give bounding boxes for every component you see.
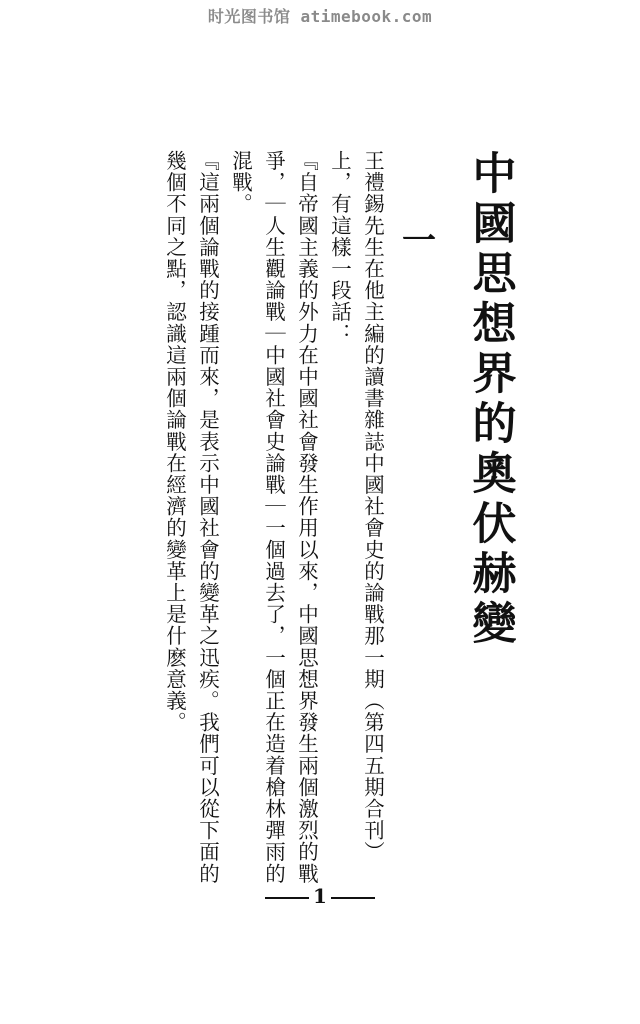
paragraph-quote-1: 『自帝國主義的外力在中國社會發生作用以來，中國思想界發生兩個激烈的戰爭，｜人生觀論戰｜中國社會史論戰｜一個過去了，一個正在造着槍林彈雨的混戰。	[228, 150, 319, 885]
page-number-left-rule	[265, 897, 309, 899]
watermark: 时光图书馆 atimebook.com	[207, 7, 433, 26]
page-number	[0, 884, 640, 908]
page-number-right-rule	[331, 897, 375, 899]
page-number-value: 1	[313, 884, 327, 908]
chapter-title: 中國思想界的奧伏赫變	[464, 150, 516, 650]
paragraph-quote-2: 『這兩個論戰的接踵而來，是表示中國社會的變革之迅疾。我們可以從下面的幾個不同之點，認識這兩個論戰在經濟的變革上是什麽意義。	[162, 150, 220, 885]
section-number: 一	[395, 222, 436, 256]
vertical-text-page	[70, 150, 550, 890]
paragraph-intro: 王禮錫先生在他主編的讀書雜誌中國社會史的論戰那一期（第四五期合刊）上，有這樣一段話：	[327, 150, 385, 863]
